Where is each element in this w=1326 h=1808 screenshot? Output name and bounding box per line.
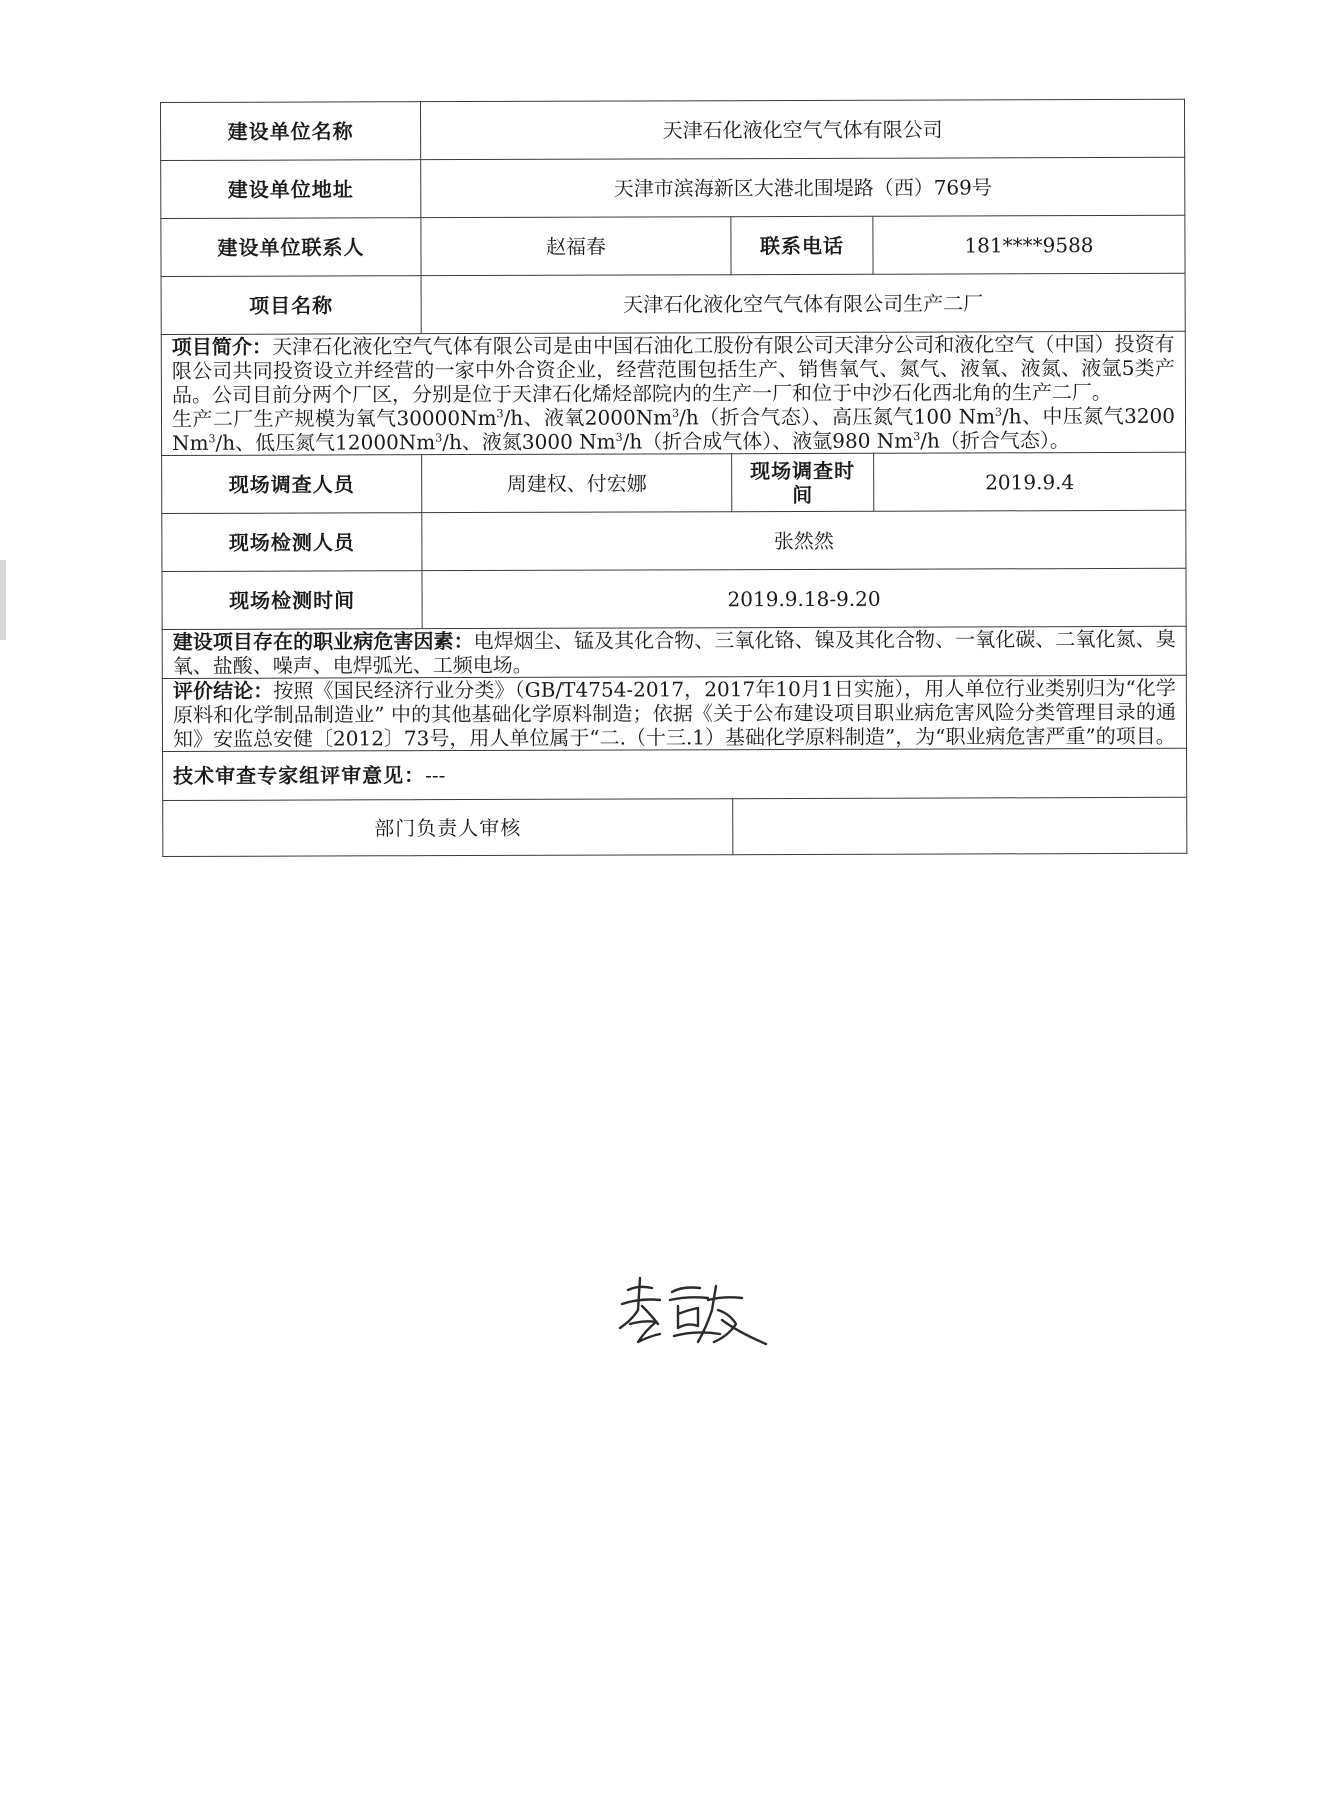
hazards-cell (162, 626, 1186, 678)
expert-review-cell (163, 748, 1187, 800)
row-project-intro (161, 331, 1185, 455)
scale-paragraph (172, 404, 1175, 455)
survey-staff-label: 现场调查人员 (162, 455, 422, 514)
scale-part-a: 生产二厂生产规模为氧气30000Nm (171, 405, 497, 431)
row-unit-name (161, 99, 1185, 160)
signature-image (608, 1270, 788, 1350)
test-staff-label: 现场检测人员 (162, 513, 422, 572)
project-intro-cell (161, 331, 1185, 455)
phone-label: 联系电话 (731, 216, 873, 274)
superscript-3: 3 (995, 405, 1003, 419)
expert-review-label: 技术审查专家组评审意见： (173, 763, 426, 788)
conclusion-cell (162, 675, 1186, 751)
hazards-paragraph (173, 627, 1176, 678)
intro-label: 项目简介： (171, 334, 273, 359)
project-info-table (160, 99, 1187, 857)
scale-part-b: /h、液氧2000Nm (503, 405, 673, 430)
row-dept-review (163, 797, 1187, 856)
intro-text: 天津石化液化空气气体有限公司是由中国石油化工股份有限公司天津分公司和液化空气（中国）投资有限公司共同投资设立并经营的一家中外合资企业，经营范围包括生产、销售氧气、氮气、液氧、液氮、液氩5类产品。公司目前分两个厂区，分别是位于天津石化烯烃部院内的生产一厂和位于中沙石化西北角的生产二厂。 (171, 331, 1175, 407)
superscript-3: 3 (496, 407, 504, 421)
superscript-3: 3 (913, 429, 921, 443)
unit-name-label: 建设单位名称 (161, 102, 421, 161)
superscript-3: 3 (672, 406, 680, 420)
row-unit-address (161, 157, 1185, 218)
scale-part-c: /h（折合气态）、高压氮气100 Nm (679, 404, 996, 430)
dept-signature-cell (733, 797, 1187, 854)
unit-address-label: 建设单位地址 (161, 160, 421, 219)
test-time-value: 2019.9.18-9.20 (422, 568, 1186, 628)
dept-review-label: 部门负责人审核 (163, 799, 733, 857)
scale-part-d: /h、中压氮气3200 Nm (172, 403, 1176, 455)
unit-name-value: 天津石化液化空气气体有限公司 (421, 99, 1185, 159)
scale-part-h: /h（折合气态）。 (920, 428, 1070, 453)
row-contact (161, 215, 1185, 276)
hazards-label: 建设项目存在的职业病危害因素： (172, 629, 474, 654)
row-hazards (162, 626, 1186, 678)
superscript-3: 3 (615, 430, 623, 444)
intro-paragraph (172, 332, 1175, 407)
handwritten-signature (608, 1270, 788, 1350)
expert-review-value: --- (425, 763, 446, 788)
test-staff-value: 张然然 (422, 510, 1186, 570)
conclusion-text: 按照《国民经济行业分类》（GB/T4754-2017，2017年10月1日实施），用人单位行业类别归为“化学原料和化学制品制造业” 中的其他基础化学原料制造；依据《关于公布建设项目职业病危害风险分类管理目录的通知》安监总安健〔2012〕73号，用人单位属于“二.（十三.1）基础化学原料制造”，为“职业病危害严重”的项目。 (172, 675, 1176, 751)
row-test-staff (162, 510, 1186, 571)
row-survey (162, 452, 1186, 513)
survey-staff-value: 周建权、付宏娜 (422, 454, 732, 513)
superscript-3: 3 (208, 432, 216, 446)
scale-part-g: /h（折合成气体）、液氩980 Nm (622, 428, 914, 454)
scale-part-f: /h、液氮3000 Nm (442, 429, 616, 455)
conclusion-label: 评价结论： (172, 678, 274, 703)
phone-value: 181****9588 (873, 215, 1185, 274)
scale-part-e: /h、低压氮气12000Nm (215, 430, 436, 455)
contact-value: 赵福春 (421, 217, 731, 276)
row-project-name (161, 273, 1185, 334)
hazards-text: 电焊烟尘、锰及其化合物、三氧化铬、镍及其化合物、一氧化碳、二氧化氮、臭氧、盐酸、噪声、电焊弧光、工频电场。 (172, 626, 1176, 678)
scan-edge-mark (0, 560, 6, 640)
conclusion-paragraph (173, 676, 1176, 751)
unit-address-value: 天津市滨海新区大港北围堤路（西）769号 (421, 157, 1185, 217)
test-time-label: 现场检测时间 (162, 571, 422, 630)
survey-time-label: 现场调查时间 (732, 453, 874, 511)
row-conclusion (162, 675, 1186, 751)
contact-label: 建设单位联系人 (161, 218, 421, 277)
superscript-3: 3 (435, 431, 443, 445)
form-frame (160, 99, 1186, 857)
project-name-value: 天津石化液化空气气体有限公司生产二厂 (421, 273, 1185, 333)
row-expert-review (163, 748, 1187, 800)
project-name-label: 项目名称 (161, 276, 421, 335)
row-test-time (162, 568, 1186, 629)
survey-time-value: 2019.9.4 (874, 452, 1186, 511)
